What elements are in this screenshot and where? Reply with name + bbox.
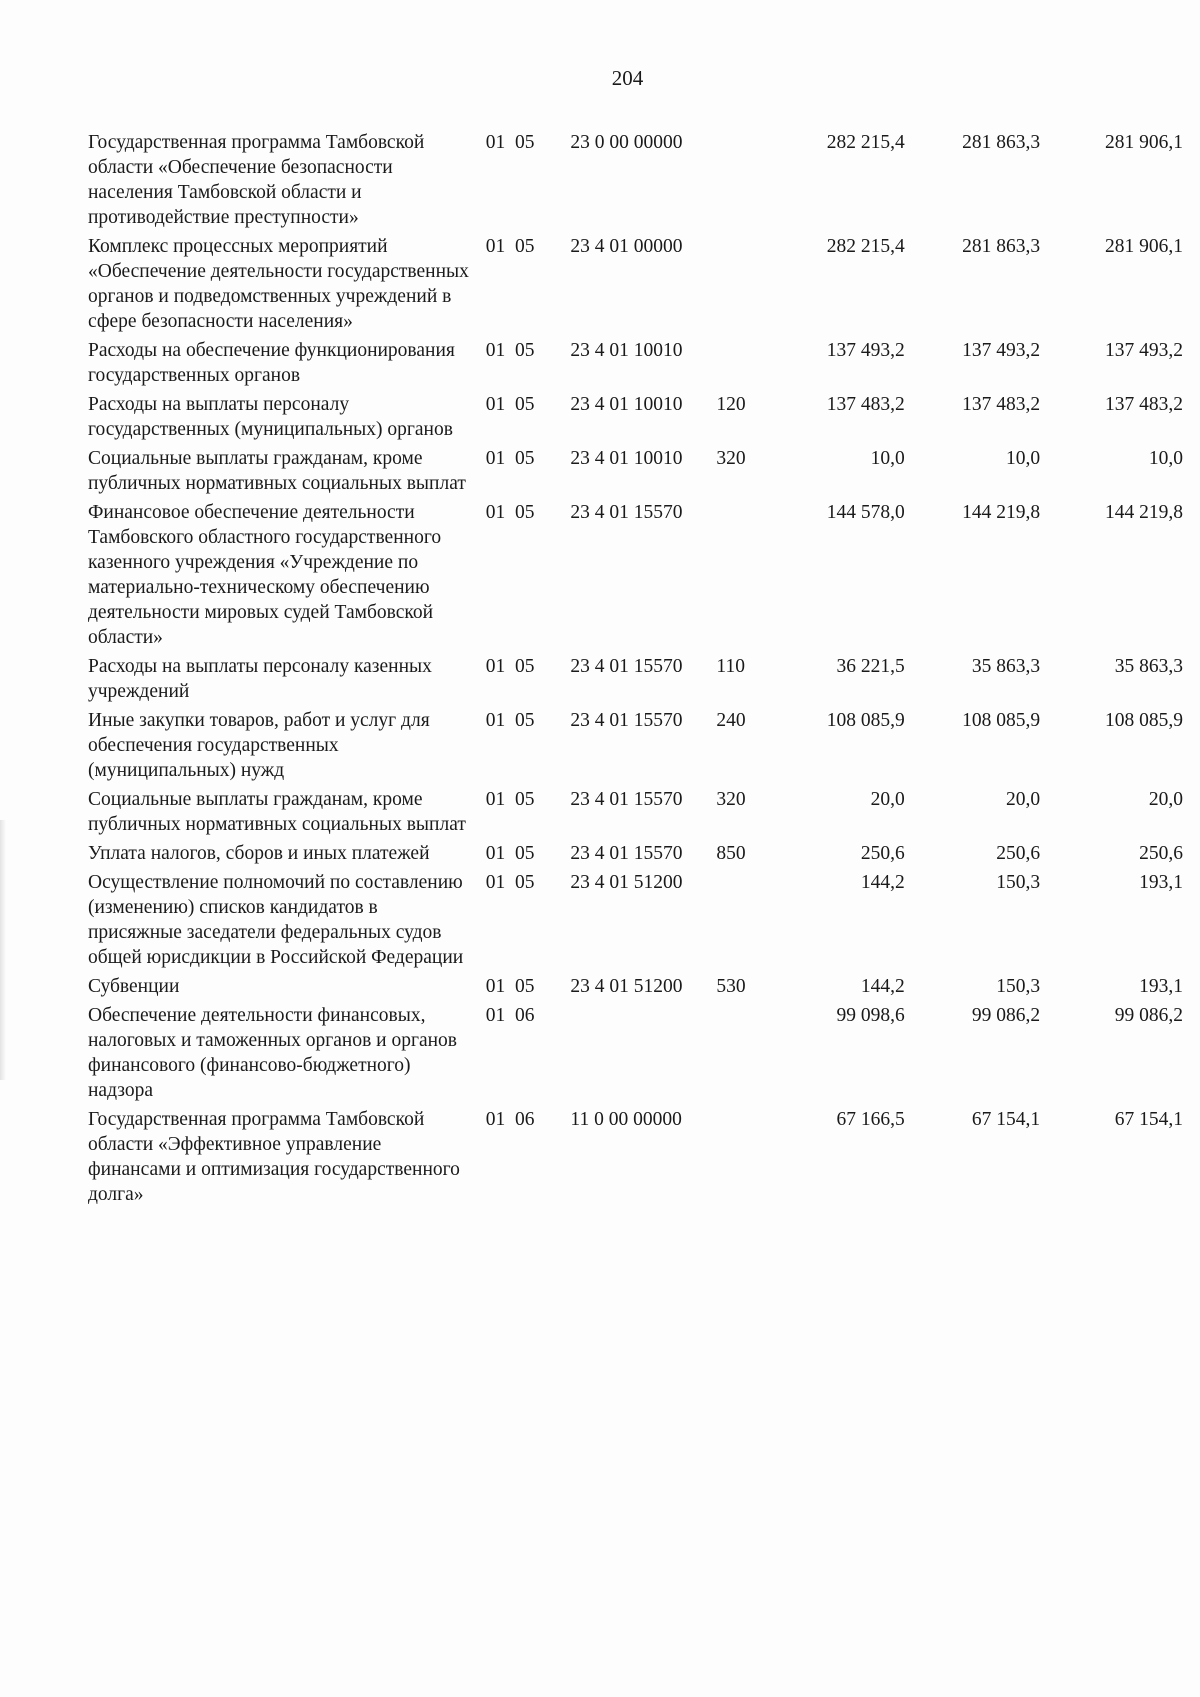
- row-amount-year1: 144,2: [860, 872, 905, 893]
- row-target-code: 11 0 00 00000: [570, 1109, 682, 1130]
- row-target-code: [570, 1003, 716, 1107]
- row-expense-type: 120: [716, 394, 746, 415]
- row-amount-year3: 193,1: [1139, 872, 1183, 893]
- row-target-code: 23 4 01 15570: [570, 502, 683, 523]
- row-expense-type: 110: [716, 656, 745, 677]
- row-expense-type: [716, 1003, 769, 1107]
- table-row: [88, 446, 1183, 500]
- row-amount-year3: 108 085,9: [1105, 710, 1183, 731]
- row-amount-year1: 144 578,0: [826, 502, 905, 523]
- row-name: Расходы на выплаты персоналу казенных учреждений: [88, 656, 432, 702]
- row-amount-year1: 282 215,4: [826, 236, 905, 257]
- row-amount-year1: 20,0: [870, 789, 905, 810]
- table-row: [88, 392, 1183, 446]
- row-amount-year3: 10,0: [1148, 448, 1183, 469]
- row-name: Финансовое обеспечение деятельности Тамбовского областного государственного казенного учреждения «Учреждение по материально-техническому обеспечению деятельности мировых судей Тамбовской области»: [88, 502, 442, 648]
- row-section: 01 05: [485, 394, 535, 415]
- row-expense-type: 320: [716, 448, 746, 469]
- row-amount-year1: 282 215,4: [826, 132, 905, 153]
- row-amount-year3: 137 493,2: [1105, 340, 1183, 361]
- table-row: [88, 974, 1183, 1003]
- row-section: 01 05: [485, 656, 535, 677]
- row-target-code: 23 4 01 15570: [570, 789, 683, 810]
- row-expense-type: [716, 338, 769, 392]
- row-target-code: 23 4 01 15570: [570, 656, 683, 677]
- row-expense-type: [716, 1107, 769, 1211]
- budget-table-body: [88, 130, 1183, 1211]
- row-section: 01 05: [485, 236, 535, 257]
- row-name: Субвенции: [88, 976, 180, 997]
- row-section: 01 05: [485, 340, 535, 361]
- row-target-code: 23 4 01 51200: [570, 976, 683, 997]
- table-row: [88, 1107, 1183, 1211]
- row-target-code: 23 4 01 00000: [570, 236, 683, 257]
- row-name: Обеспечение деятельности финансовых, налоговых и таможенных органов и органов финансового (финансово-бюджетного) надзора: [88, 1005, 458, 1101]
- row-amount-year2: 281 863,3: [962, 236, 1041, 257]
- table-row: [88, 338, 1183, 392]
- row-amount-year1: 99 098,6: [836, 1005, 905, 1026]
- row-target-code: 23 4 01 10010: [570, 340, 683, 361]
- row-amount-year1: 10,0: [870, 448, 905, 469]
- row-amount-year3: 137 483,2: [1105, 394, 1183, 415]
- row-amount-year3: 35 863,3: [1114, 656, 1183, 677]
- budget-table: [88, 130, 1183, 1211]
- table-row: [88, 708, 1183, 787]
- row-amount-year3: 20,0: [1148, 789, 1183, 810]
- table-row: [88, 234, 1183, 338]
- table-row: [88, 500, 1183, 654]
- row-name: Государственная программа Тамбовской области «Обеспечение безопасности населения Тамбовской области и противодействие преступности»: [88, 132, 425, 228]
- row-amount-year2: 137 493,2: [962, 340, 1041, 361]
- row-amount-year3: 144 219,8: [1105, 502, 1183, 523]
- row-name: Осуществление полномочий по составлению (изменению) списков кандидатов в присяжные заседатели федеральных судов общей юрисдикции в Российской Федерации: [88, 872, 464, 968]
- row-amount-year1: 250,6: [860, 843, 905, 864]
- row-amount-year3: 281 906,1: [1105, 236, 1183, 257]
- row-section: 01 06: [485, 1005, 535, 1026]
- row-amount-year2: 250,6: [996, 843, 1041, 864]
- row-section: 01 05: [485, 710, 535, 731]
- row-amount-year3: 250,6: [1139, 843, 1183, 864]
- row-section: 01 06: [485, 1109, 535, 1130]
- row-target-code: 23 4 01 10010: [570, 394, 683, 415]
- table-row: [88, 841, 1183, 870]
- row-expense-type: 850: [716, 843, 746, 864]
- row-amount-year2: 137 483,2: [962, 394, 1041, 415]
- table-row: [88, 130, 1183, 234]
- row-expense-type: [716, 130, 769, 234]
- row-amount-year2: 35 863,3: [971, 656, 1041, 677]
- row-amount-year3: 281 906,1: [1105, 132, 1183, 153]
- row-amount-year2: 67 154,1: [971, 1109, 1041, 1130]
- row-name: Иные закупки товаров, работ и услуг для обеспечения государственных (муниципальных) нужд: [88, 710, 430, 781]
- row-name: Расходы на выплаты персоналу государственных (муниципальных) органов: [88, 394, 453, 440]
- table-row: [88, 654, 1183, 708]
- row-amount-year1: 144,2: [860, 976, 905, 997]
- row-expense-type: 320: [716, 789, 746, 810]
- row-amount-year3: 99 086,2: [1114, 1005, 1183, 1026]
- row-amount-year2: 150,3: [996, 976, 1041, 997]
- row-section: 01 05: [485, 448, 535, 469]
- row-amount-year2: 150,3: [996, 872, 1041, 893]
- row-amount-year1: 137 483,2: [826, 394, 905, 415]
- table-row: [88, 1003, 1183, 1107]
- row-amount-year2: 99 086,2: [971, 1005, 1041, 1026]
- row-amount-year2: 144 219,8: [962, 502, 1041, 523]
- row-amount-year3: 193,1: [1139, 976, 1183, 997]
- row-amount-year2: 281 863,3: [962, 132, 1041, 153]
- row-expense-type: 530: [716, 976, 746, 997]
- row-amount-year1: 108 085,9: [826, 710, 905, 731]
- row-expense-type: 240: [716, 710, 746, 731]
- row-target-code: 23 4 01 51200: [570, 872, 683, 893]
- row-expense-type: [716, 870, 769, 974]
- row-section: 01 05: [485, 132, 535, 153]
- row-amount-year2: 108 085,9: [962, 710, 1041, 731]
- row-section: 01 05: [485, 789, 535, 810]
- table-row: [88, 870, 1183, 974]
- row-amount-year1: 67 166,5: [836, 1109, 905, 1130]
- row-section: 01 05: [485, 976, 535, 997]
- row-name: Социальные выплаты гражданам, кроме публичных нормативных социальных выплат: [88, 789, 466, 835]
- row-target-code: 23 4 01 10010: [570, 448, 683, 469]
- row-name: Государственная программа Тамбовской области «Эффективное управление финансами и оптимизация государственного долга»: [88, 1109, 460, 1205]
- row-amount-year1: 36 221,5: [836, 656, 905, 677]
- row-expense-type: [716, 234, 769, 338]
- row-section: 01 05: [485, 843, 535, 864]
- row-name: Уплата налогов, сборов и иных платежей: [88, 843, 430, 864]
- page-number: 204: [611, 66, 644, 90]
- row-amount-year1: 137 493,2: [826, 340, 905, 361]
- row-expense-type: [716, 500, 769, 654]
- row-section: 01 05: [485, 502, 535, 523]
- row-amount-year2: 10,0: [1006, 448, 1041, 469]
- scan-edge-shadow: [0, 820, 6, 1080]
- row-section: 01 05: [485, 872, 535, 893]
- row-name: Социальные выплаты гражданам, кроме публичных нормативных социальных выплат: [88, 448, 466, 494]
- row-target-code: 23 4 01 15570: [570, 710, 683, 731]
- row-name: Комплекс процессных мероприятий «Обеспечение деятельности государственных органов и подведомственных учреждений в сфере безопасности населения»: [88, 236, 469, 332]
- row-amount-year3: 67 154,1: [1114, 1109, 1183, 1130]
- row-target-code: 23 0 00 00000: [570, 132, 683, 153]
- table-row: [88, 787, 1183, 841]
- row-name: Расходы на обеспечение функционирования государственных органов: [88, 340, 455, 386]
- row-target-code: 23 4 01 15570: [570, 843, 683, 864]
- row-amount-year2: 20,0: [1006, 789, 1041, 810]
